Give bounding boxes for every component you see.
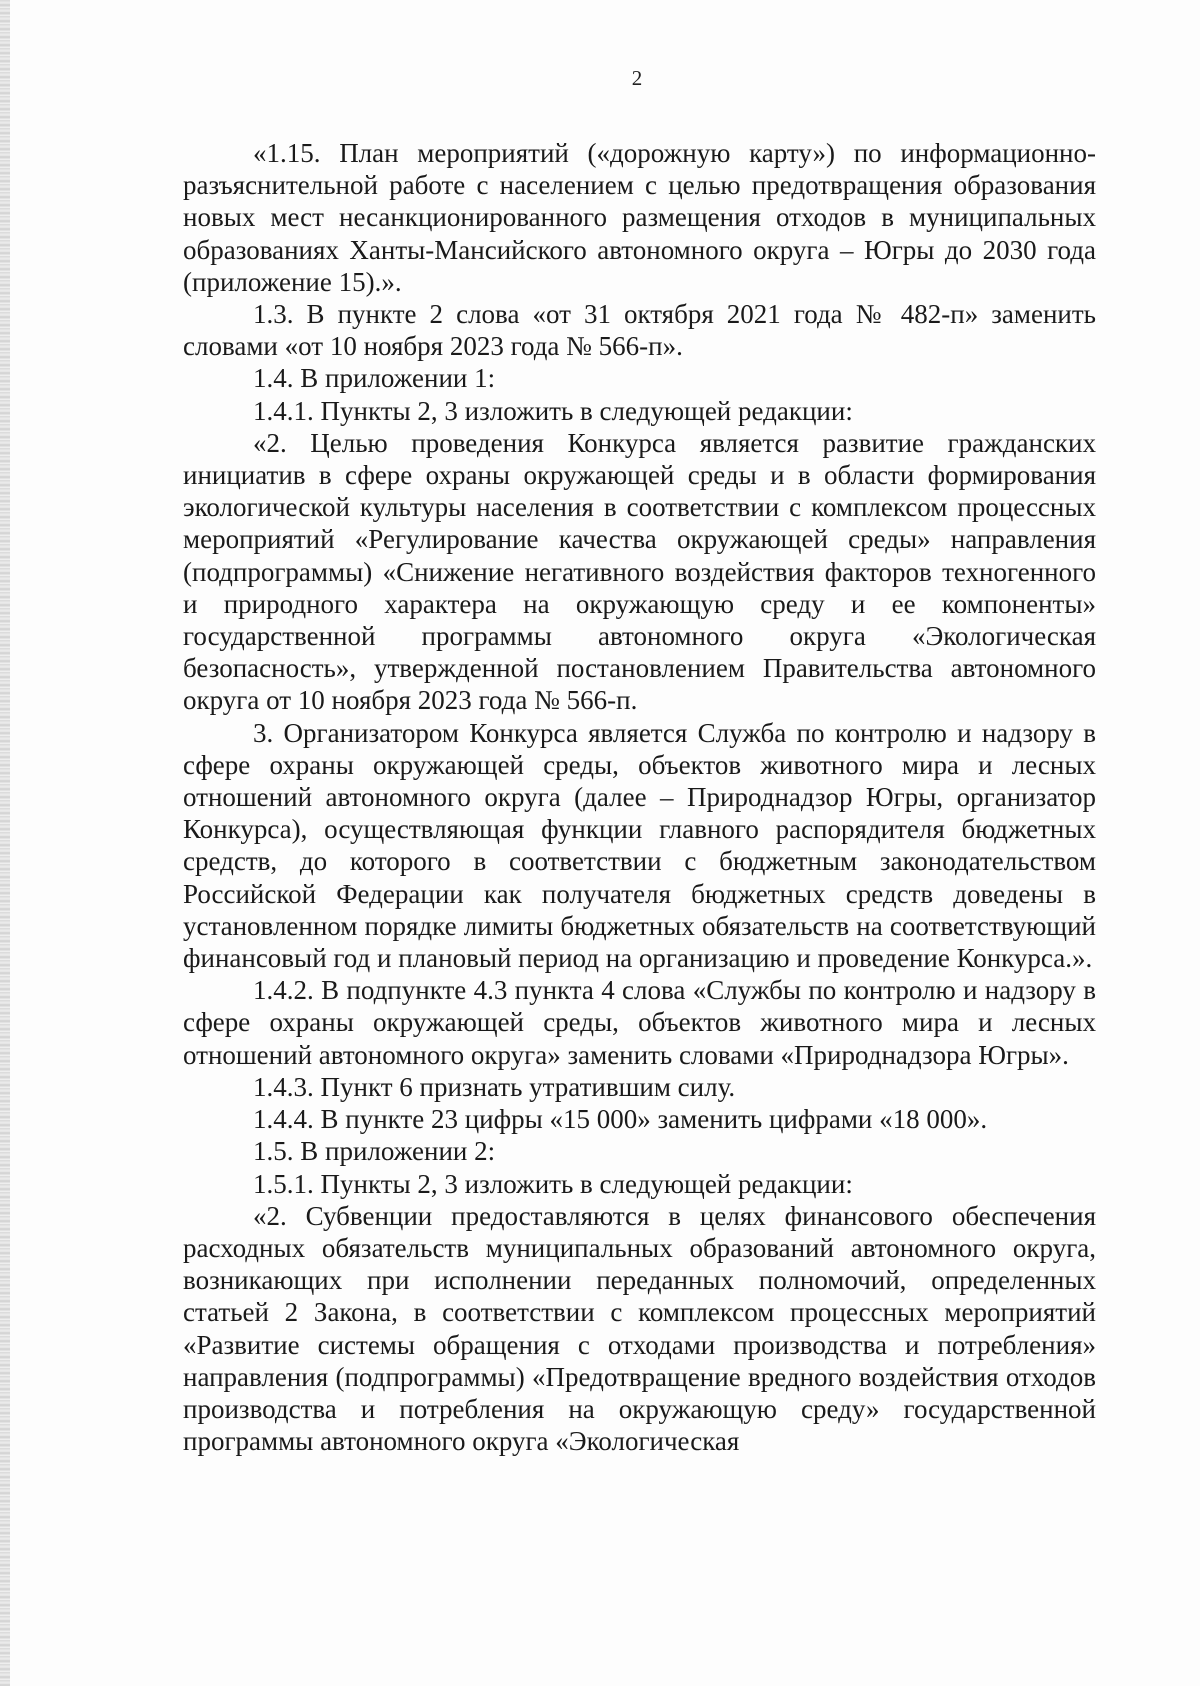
paragraph-konkurs-goal: «2. Целью проведения Конкурса является развитие гражданских инициатив в сфере охраны окружающей среды и в области формирования экологической культуры населения в соответствии с комплексом процессных мероприятий «Регулирование качества окружающей среды» направления (подпрограммы) «Снижение негативного воздействия факторов техногенного и природного характера на окружающую среду и ее компоненты» государственной программы автономного округа «Экологическая безопасность», утвержденной постановлением Правительства автономного округа от 10 ноября 2023 года № 566-п. — [183, 427, 1096, 716]
paragraph-1-4-2: 1.4.2. В подпункте 4.3 пункта 4 слова «Службы по контролю и надзору в сфере охраны окружающей среды, объектов животного мира и лесных отношений автономного округа» заменить словами «Природнадзора Югры». — [183, 975, 1096, 1070]
paragraph-1-4-3: 1.4.3. Пункт 6 признать утратившим силу. — [253, 1071, 736, 1102]
paragraph-subventions: «2. Субвенции предоставляются в целях финансового обеспечения расходных обязательств муниципальных образований автономного округа, возникающих при исполнении переданных полномочий, определенных статьей 2 Закона, в соответствии с комплексом процессных мероприятий «Развитие системы обращения с отходами производства и потребления» направления (подпрограммы) «Предотвращение вредного воздействия отходов производства и потребления на окружающую среду» государственной программы автономного округа «Экологическая — [183, 1200, 1096, 1457]
scan-edge — [0, 0, 10, 1686]
paragraph-1-5-1: 1.5.1. Пункты 2, 3 изложить в следующей редакции: — [253, 1168, 853, 1199]
paragraph-1-4-4: 1.4.4. В пункте 23 цифры «15 000» заменить цифрами «18 000». — [253, 1104, 988, 1135]
document-body — [183, 137, 1096, 1457]
paragraph-1-15: «1.15. План мероприятий («дорожную карту») по информационно-разъяснительной работе с населением с целью предотвращения образования новых мест несанкционированного размещения отходов в муниципальных образованиях Ханты-Мансийского автономного округа – Югры до 2030 года (приложение 15).». — [183, 138, 1096, 297]
paragraph-konkurs-organizer: 3. Организатором Конкурса является Служба по контролю и надзору в сфере охраны окружающей среды, объектов животного мира и лесных отношений автономного округа (далее – Природнадзор Югры, организатор Конкурса), осуществляющая функции главного распорядителя бюджетных средств, до которого в соответствии с бюджетным законодательством Российской Федерации как получателя бюджетных средств доведены в установленном порядке лимиты бюджетных обязательств на соответствующий финансовый год и плановый период на организацию и проведение Конкурса.». — [183, 717, 1096, 974]
page-number: 2 — [631, 66, 643, 90]
paragraph-1-5: 1.5. В приложении 2: — [253, 1136, 496, 1167]
paragraph-1-4: 1.4. В приложении 1: — [253, 363, 496, 394]
paragraph-1-3: 1.3. В пункте 2 слова «от 31 октября 2021 года № 482-п» заменить словами «от 10 ноября 2023 года № 566-п». — [183, 299, 1096, 362]
paragraph-1-4-1: 1.4.1. Пункты 2, 3 изложить в следующей редакции: — [253, 395, 853, 426]
